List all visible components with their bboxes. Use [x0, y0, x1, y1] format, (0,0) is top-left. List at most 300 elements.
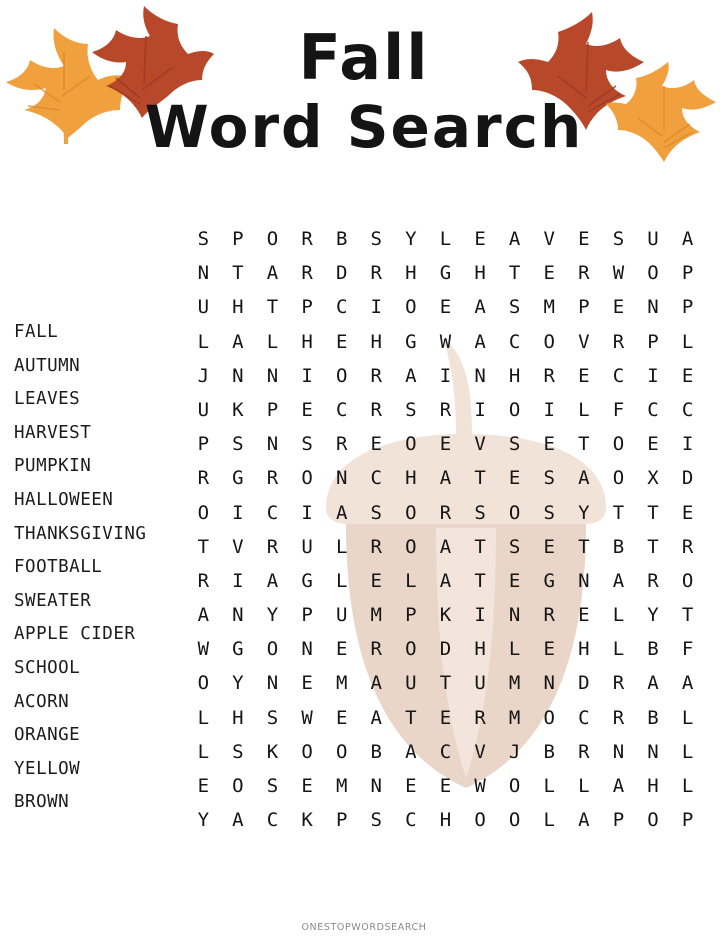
- grid-cell: D: [578, 672, 590, 695]
- grid-cell: I: [301, 364, 313, 387]
- list-item: THANKSGIVING: [14, 523, 147, 544]
- grid-row: [186, 461, 706, 495]
- grid-cell: K: [301, 809, 313, 832]
- grid-row: [186, 701, 706, 735]
- footer-credit: ONESTOPWORDSEARCH: [301, 922, 427, 933]
- grid-cell: R: [370, 398, 382, 421]
- grid-row: [186, 666, 706, 700]
- grid-cell: C: [266, 501, 279, 524]
- grid-cell: N: [370, 775, 382, 797]
- grid-cell: E: [197, 775, 210, 797]
- grid-cell: A: [405, 364, 417, 387]
- grid-cell: S: [474, 501, 486, 524]
- grid-cell: U: [474, 672, 486, 695]
- grid-row: [186, 803, 706, 837]
- grid-cell: M: [335, 775, 348, 797]
- grid-cell: H: [439, 809, 452, 832]
- grid-cell: I: [543, 398, 555, 421]
- grid-cell: A: [474, 330, 486, 353]
- grid-cell: R: [439, 398, 452, 421]
- grid-cell: L: [439, 228, 452, 250]
- grid-cell: E: [335, 706, 348, 729]
- grid-cell: V: [474, 433, 486, 456]
- word-list: [14, 316, 184, 820]
- grid-cell: H: [232, 296, 244, 319]
- grid-cell: H: [405, 467, 417, 490]
- grid-cell: L: [197, 740, 210, 763]
- grid-cell: S: [508, 535, 521, 558]
- grid-cell: O: [232, 775, 244, 797]
- grid-cell: A: [266, 569, 279, 592]
- grid-cell: A: [612, 569, 625, 592]
- grid-row: [186, 769, 706, 803]
- grid-cell: L: [543, 775, 555, 797]
- list-item: FALL: [14, 322, 59, 342]
- grid-cell: R: [370, 364, 382, 387]
- grid-cell: A: [370, 706, 382, 729]
- title-line-1: Fall: [298, 21, 430, 94]
- grid-cell: O: [197, 501, 210, 524]
- grid-cell: T: [647, 501, 659, 524]
- grid-cell: H: [578, 638, 590, 661]
- grid-cell: V: [543, 228, 555, 250]
- grid-cell: C: [335, 398, 348, 421]
- grid-cell: E: [370, 569, 382, 592]
- grid-cell: P: [301, 296, 313, 319]
- grid-cell: O: [543, 330, 555, 353]
- grid-cell: T: [612, 501, 625, 524]
- grid-cell: S: [266, 775, 279, 797]
- grid-cell: C: [266, 809, 279, 832]
- grid-cell: M: [370, 604, 382, 627]
- grid-cell: M: [508, 672, 521, 695]
- grid-cell: M: [543, 296, 555, 319]
- grid-cell: P: [232, 228, 244, 250]
- grid-cell: E: [301, 775, 313, 797]
- grid-cell: O: [474, 809, 486, 832]
- grid-cell: L: [405, 569, 417, 592]
- grid-cell: R: [578, 740, 590, 763]
- grid-cell: O: [612, 467, 625, 490]
- grid-cell: C: [681, 398, 694, 421]
- grid-cell: X: [647, 467, 659, 490]
- grid-cell: D: [335, 262, 348, 285]
- grid-cell: G: [405, 330, 417, 353]
- grid-cell: T: [681, 604, 694, 627]
- grid-cell: C: [405, 809, 417, 832]
- grid-cell: R: [370, 535, 382, 558]
- grid-cell: P: [335, 809, 348, 832]
- grid-cell: C: [647, 398, 659, 421]
- grid-cell: Y: [197, 809, 210, 832]
- grid-cell: W: [439, 330, 452, 353]
- grid-cell: N: [543, 672, 555, 695]
- grid-cell: L: [578, 775, 590, 797]
- grid-cell: W: [301, 706, 313, 729]
- grid-cell: O: [612, 433, 625, 456]
- grid-cell: E: [578, 364, 590, 387]
- grid-cell: B: [647, 638, 659, 661]
- grid-cell: B: [543, 740, 555, 763]
- grid-cell: U: [335, 604, 348, 627]
- grid-cell: V: [232, 535, 244, 558]
- grid-cell: A: [681, 228, 694, 250]
- grid-cell: A: [232, 809, 244, 832]
- grid-cell: E: [681, 364, 694, 387]
- grid-cell: E: [301, 672, 313, 695]
- grid-cell: R: [612, 706, 625, 729]
- grid-cell: C: [578, 706, 590, 729]
- grid-cell: O: [405, 433, 417, 456]
- grid-cell: A: [197, 604, 210, 627]
- word-search-grid: [186, 222, 706, 837]
- grid-cell: L: [543, 809, 555, 832]
- grid-cell: T: [508, 262, 521, 285]
- grid-cell: A: [612, 775, 625, 797]
- grid-cell: R: [266, 467, 279, 490]
- grid-cell: S: [370, 809, 382, 832]
- grid-cell: R: [301, 262, 313, 285]
- grid-cell: L: [612, 604, 625, 627]
- grid-cell: G: [232, 638, 244, 661]
- grid-cell: O: [647, 262, 659, 285]
- grid-row: [186, 598, 706, 632]
- grid-cell: R: [647, 569, 659, 592]
- grid-cell: E: [335, 330, 348, 353]
- grid-cell: U: [197, 398, 210, 421]
- grid-cell: N: [232, 364, 244, 387]
- grid-cell: B: [612, 535, 625, 558]
- grid-cell: R: [474, 706, 486, 729]
- grid-cell: C: [335, 296, 348, 319]
- grid-cell: O: [405, 296, 417, 319]
- grid-cell: T: [474, 467, 486, 490]
- grid-cell: N: [266, 364, 279, 387]
- grid-cell: S: [543, 501, 555, 524]
- grid-cell: A: [370, 672, 382, 695]
- grid-cell: R: [543, 604, 555, 627]
- grid-cell: K: [439, 604, 452, 627]
- grid-cell: R: [612, 672, 625, 695]
- list-item: LEAVES: [14, 389, 81, 410]
- grid-cell: E: [439, 296, 452, 319]
- grid-cell: E: [578, 604, 590, 627]
- list-item: SWEATER: [14, 590, 92, 611]
- grid-cell: L: [197, 706, 210, 729]
- grid-cell: I: [474, 604, 486, 627]
- grid-cell: E: [543, 262, 555, 285]
- grid-cell: H: [647, 775, 659, 797]
- list-item: HALLOWEEN: [14, 489, 114, 510]
- grid-cell: V: [578, 330, 590, 353]
- grid-cell: U: [647, 228, 659, 250]
- grid-cell: G: [301, 569, 313, 592]
- title-line-2: Word Search: [144, 93, 584, 161]
- grid-cell: E: [508, 467, 521, 490]
- grid-row: [186, 290, 706, 324]
- grid-cell: S: [508, 296, 521, 319]
- grid-cell: N: [578, 569, 590, 592]
- grid-cell: R: [266, 535, 279, 558]
- grid-cell: R: [301, 228, 313, 250]
- grid-cell: O: [647, 809, 659, 832]
- grid-cell: E: [681, 501, 694, 524]
- grid-cell: H: [474, 638, 486, 661]
- grid-cell: O: [508, 501, 521, 524]
- grid-cell: I: [301, 501, 313, 524]
- grid-row: [186, 256, 706, 290]
- grid-cell: U: [405, 672, 417, 695]
- grid-cell: O: [335, 740, 348, 763]
- grid-cell: N: [335, 467, 348, 490]
- grid-cell: N: [647, 296, 659, 319]
- grid-cell: H: [232, 706, 244, 729]
- grid-cell: S: [197, 228, 210, 250]
- grid-cell: E: [578, 228, 590, 250]
- grid-cell: N: [647, 740, 659, 763]
- list-item: YELLOW: [14, 758, 81, 779]
- grid-row: [186, 530, 706, 564]
- grid-cell: H: [474, 262, 486, 285]
- grid-cell: R: [197, 467, 210, 490]
- grid-row: [186, 427, 706, 461]
- grid-cell: C: [370, 467, 382, 490]
- grid-cell: O: [405, 535, 417, 558]
- grid-cell: S: [370, 501, 382, 524]
- grid-cell: W: [474, 775, 486, 797]
- grid-cell: S: [508, 433, 521, 456]
- grid-cell: E: [439, 775, 452, 797]
- grid-cell: L: [612, 638, 625, 661]
- grid-cell: S: [405, 398, 417, 421]
- grid-cell: W: [612, 262, 625, 285]
- grid-cell: S: [232, 740, 244, 763]
- grid-cell: O: [405, 501, 417, 524]
- grid-cell: A: [578, 809, 590, 832]
- grid-cell: T: [405, 706, 417, 729]
- grid-cell: O: [266, 228, 279, 250]
- grid-cell: E: [439, 706, 452, 729]
- grid-cell: B: [370, 740, 382, 763]
- grid-cell: J: [508, 740, 521, 763]
- grid-cell: T: [197, 535, 210, 558]
- grid-cell: B: [647, 706, 659, 729]
- grid-cell: A: [681, 672, 694, 695]
- grid-cell: P: [681, 809, 694, 832]
- grid-cell: G: [439, 262, 452, 285]
- grid-cell: A: [508, 228, 521, 250]
- grid-cell: O: [335, 364, 348, 387]
- grid-cell: E: [508, 569, 521, 592]
- grid-cell: E: [543, 433, 555, 456]
- grid-cell: U: [301, 535, 313, 558]
- grid-cell: R: [543, 364, 555, 387]
- grid-cell: O: [508, 775, 521, 797]
- grid-cell: R: [197, 569, 210, 592]
- grid-row: [186, 325, 706, 359]
- grid-cell: W: [197, 638, 210, 661]
- grid-cell: O: [301, 740, 313, 763]
- grid-cell: C: [439, 740, 452, 763]
- grid-cell: A: [266, 262, 279, 285]
- grid-cell: L: [335, 569, 348, 592]
- list-item: FOOTBALL: [14, 557, 103, 578]
- grid-cell: E: [647, 433, 659, 456]
- list-item: PUMPKIN: [14, 456, 92, 477]
- grid-cell: I: [370, 296, 382, 319]
- grid-cell: P: [647, 330, 659, 353]
- grid-cell: T: [578, 535, 590, 558]
- grid-cell: O: [405, 638, 417, 661]
- grid-cell: P: [405, 604, 417, 627]
- grid-cell: N: [232, 604, 244, 627]
- grid-cell: I: [232, 569, 244, 592]
- grid-cell: L: [681, 330, 694, 353]
- grid-cell: G: [543, 569, 555, 592]
- grid-cell: L: [681, 775, 694, 797]
- grid-cell: S: [301, 433, 313, 456]
- grid-cell: O: [543, 706, 555, 729]
- grid-cell: N: [266, 433, 279, 456]
- grid-cell: G: [232, 467, 244, 490]
- grid-cell: P: [197, 433, 210, 456]
- grid-cell: H: [301, 330, 313, 353]
- grid-cell: Y: [232, 672, 244, 695]
- grid-cell: R: [439, 501, 452, 524]
- grid-row: [186, 632, 706, 666]
- grid-cell: D: [439, 638, 452, 661]
- grid-cell: A: [439, 467, 452, 490]
- grid-cell: S: [232, 433, 244, 456]
- grid-cell: H: [370, 330, 382, 353]
- grid-cell: E: [543, 535, 555, 558]
- grid-row: [186, 222, 706, 256]
- grid-cell: I: [232, 501, 244, 524]
- grid-cell: O: [681, 569, 694, 592]
- grid-row: [186, 564, 706, 598]
- grid-row: [186, 735, 706, 769]
- grid-cell: A: [232, 330, 244, 353]
- grid-cell: L: [578, 398, 590, 421]
- grid-cell: E: [405, 775, 417, 797]
- grid-cell: C: [508, 330, 521, 353]
- grid-cell: T: [474, 535, 486, 558]
- grid-cell: M: [335, 672, 348, 695]
- grid-cell: R: [612, 330, 625, 353]
- grid-cell: K: [266, 740, 279, 763]
- grid-cell: F: [612, 398, 625, 421]
- list-item: ACORN: [14, 691, 70, 712]
- grid-cell: E: [301, 398, 313, 421]
- grid-cell: A: [474, 296, 486, 319]
- grid-cell: B: [335, 228, 348, 250]
- grid-cell: T: [266, 296, 279, 319]
- grid-cell: Y: [405, 228, 417, 250]
- grid-cell: L: [197, 330, 210, 353]
- grid-cell: A: [439, 569, 452, 592]
- grid-cell: I: [681, 433, 694, 456]
- grid-cell: A: [439, 535, 452, 558]
- grid-cell: E: [439, 433, 452, 456]
- grid-cell: H: [405, 262, 417, 285]
- grid-cell: N: [508, 604, 521, 627]
- list-item: ORANGE: [14, 725, 81, 746]
- list-item: AUTUMN: [14, 355, 81, 376]
- grid-cell: O: [197, 672, 210, 695]
- grid-cell: O: [266, 638, 279, 661]
- list-item: APPLE CIDER: [14, 624, 136, 645]
- grid-cell: P: [301, 604, 313, 627]
- grid-cell: C: [612, 364, 625, 387]
- grid-cell: H: [508, 364, 521, 387]
- grid-cell: A: [647, 672, 659, 695]
- grid-cell: Y: [266, 604, 279, 627]
- grid-cell: N: [612, 740, 625, 763]
- grid-cell: R: [370, 262, 382, 285]
- grid-cell: T: [439, 672, 452, 695]
- list-item: HARVEST: [14, 422, 92, 443]
- grid-cell: L: [681, 706, 694, 729]
- grid-cell: O: [301, 467, 313, 490]
- grid-cell: S: [612, 228, 625, 250]
- grid-cell: S: [543, 467, 555, 490]
- grid-cell: E: [335, 638, 348, 661]
- grid-cell: K: [232, 398, 244, 421]
- grid-cell: U: [197, 296, 210, 319]
- list-item: SCHOOL: [14, 657, 81, 678]
- grid-cell: L: [508, 638, 521, 661]
- grid-cell: I: [439, 364, 452, 387]
- grid-cell: O: [508, 809, 521, 832]
- grid-cell: R: [370, 638, 382, 661]
- grid-cell: E: [370, 433, 382, 456]
- grid-cell: N: [266, 672, 279, 695]
- grid-cell: V: [474, 740, 486, 763]
- grid-cell: T: [474, 569, 486, 592]
- grid-cell: E: [612, 296, 625, 319]
- grid-cell: T: [647, 535, 659, 558]
- list-item: BROWN: [14, 792, 70, 813]
- grid-cell: I: [647, 364, 659, 387]
- grid-cell: S: [370, 228, 382, 250]
- grid-row: [186, 359, 706, 393]
- grid-cell: P: [681, 296, 694, 319]
- grid-cell: E: [543, 638, 555, 661]
- grid-cell: M: [508, 706, 521, 729]
- grid-cell: A: [405, 740, 417, 763]
- grid-cell: P: [266, 398, 279, 421]
- grid-cell: Y: [647, 604, 659, 627]
- grid-cell: J: [197, 364, 210, 387]
- grid-cell: E: [474, 228, 486, 250]
- grid-cell: N: [197, 262, 210, 285]
- grid-cell: R: [335, 433, 348, 456]
- page-title: [0, 22, 728, 160]
- grid-cell: P: [612, 809, 625, 832]
- grid-cell: L: [335, 535, 348, 558]
- grid-cell: T: [578, 433, 590, 456]
- grid-cell: F: [681, 638, 694, 661]
- grid-cell: S: [266, 706, 279, 729]
- grid-cell: A: [335, 501, 348, 524]
- grid-cell: R: [578, 262, 590, 285]
- grid-cell: L: [266, 330, 279, 353]
- grid-cell: L: [681, 740, 694, 763]
- grid-cell: I: [474, 398, 486, 421]
- grid-cell: D: [681, 467, 694, 490]
- grid-cell: Y: [578, 501, 590, 524]
- grid-cell: N: [301, 638, 313, 661]
